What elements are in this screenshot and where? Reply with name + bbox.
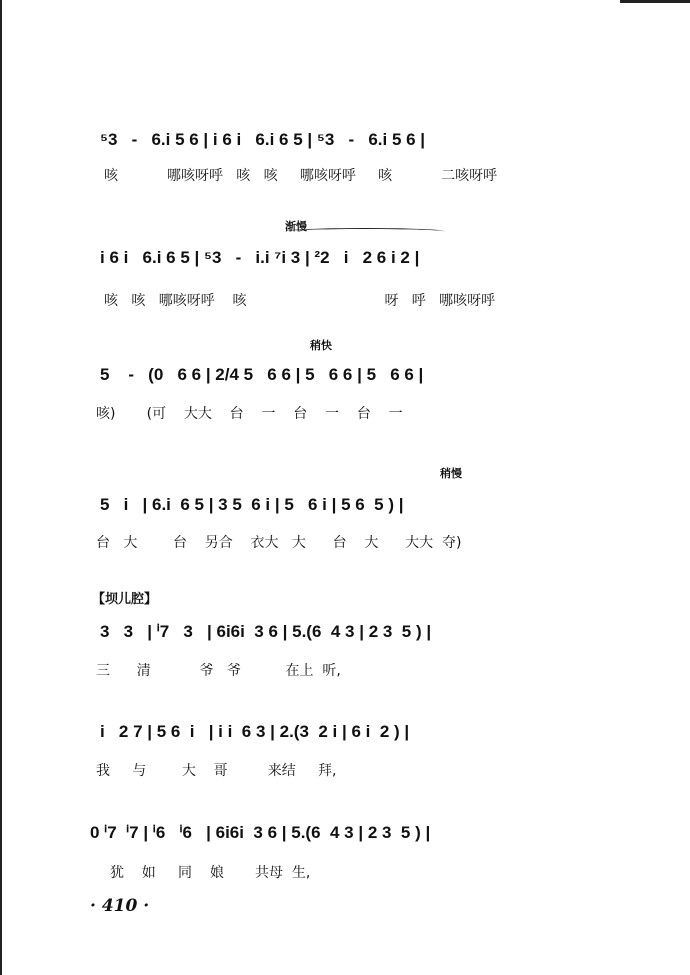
system-4-notation: 5 i | 6.i 6 5 | 3 5 6 i | 5 6 i | 5 6 5 ) |: [100, 495, 404, 514]
system-7-notation: 0 ⁱ7 ⁱ7 | ⁱ6 ⁱ6 | 6i6i 3 6 | 5.(6 4 3 | 2 3 5 ) |: [90, 823, 431, 842]
tempo-marker-slightly-slow: 稍慢: [440, 467, 462, 480]
system-3-notation: 5 - (0 6 6 | 2/4 5 6 6 | 5 6 6 | 5 6 6 |: [100, 365, 424, 384]
system-1-notation: ⁵3 - 6.i 5 6 | i 6 i 6.i 6 5 | ⁵3 - 6.i 5 6 |: [100, 130, 426, 149]
system-7-lyrics: 犹 如 同 娘 共母 生,: [110, 865, 311, 881]
page-corner-line: [620, 0, 690, 3]
page-number: · 410 ·: [90, 896, 150, 916]
system-1-lyrics: 咳 哪咳呀呼 咳 咳 哪咳呀呼 咳 二咳呀呼: [104, 168, 498, 184]
system-6-lyrics: 我 与 大 哥 来结 拜,: [96, 763, 337, 779]
tempo-marker-gradual-slow: 渐慢: [285, 220, 307, 233]
tempo-extent-line: [285, 228, 445, 235]
system-2-notation: i 6 i 6.i 6 5 | ⁵3 - i.i ⁷i 3 | ²2 i 2 6 i 2 |: [100, 248, 420, 267]
section-heading: 【坝儿腔】: [92, 592, 158, 607]
system-3-lyrics: 咳) (可 大大 台 一 台 一 台 一: [96, 406, 403, 422]
system-5-lyrics: 三 清 爷 爷 在上 听,: [96, 663, 341, 679]
tempo-marker-slightly-fast: 稍快: [310, 339, 332, 352]
system-5-notation: 3 3 | ⁱ7 3 | 6i6i 3 6 | 5.(6 4 3 | 2 3 5 ) |: [100, 622, 432, 641]
system-2-lyrics: 咳 咳 哪咳呀呼 咳 呀 呼 哪咳呀呼: [104, 293, 496, 309]
page-edge-line: [0, 0, 2, 975]
system-4-lyrics: 台 大 台 另合 衣大 大 台 大 大大 夺): [96, 535, 462, 551]
system-6-notation: i 2 7 | 5 6 i | i i 6 3 | 2.(3 2 i | 6 i 2 ) |: [100, 722, 410, 741]
